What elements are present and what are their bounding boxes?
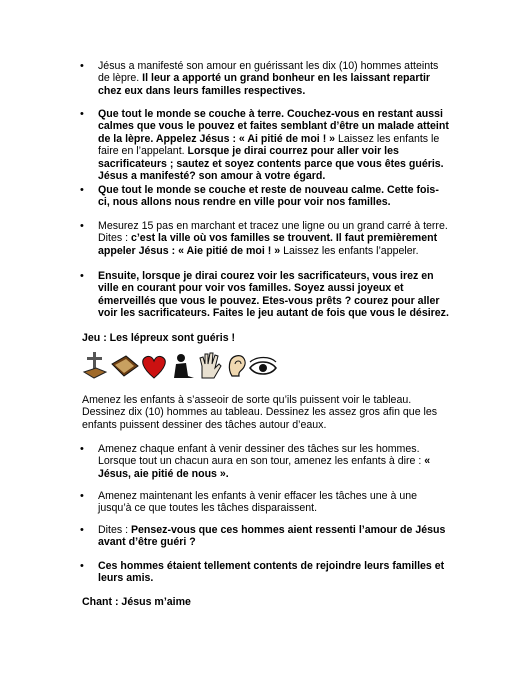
text-run: Laissez les enfants l’appeler. [283,244,419,257]
text-run: Que tout le monde se couche à terre. Couchez-vous en restant aussi calmes que vous le pouvez et faites semblant d’être un malade atteint de la lèpre. Appelez Jésus : « Ai pitié de moi ! » [98,108,449,145]
game-heading: Jeu : Les lépreux sont guéris ! [82,332,236,344]
praying-person-icon [174,354,194,378]
text-run: « Jésus, aie pitié de nous ». [98,455,431,480]
song-heading: Chant : Jésus m’aime [82,596,191,608]
text-run: Il leur a apporté un grand bonheur en les laissant repartir chez eux dans leurs familles respectives. [98,72,431,97]
bullet-item-1 [98,60,450,97]
text-run: Amenez maintenant les enfants à venir effacer les tâches une à une jusqu’à ce que toutes les tâches disparaissent. [98,490,417,515]
intro-paragraph: Amenez les enfants à s’asseoir de sorte qu’ils puissent voir le tableau. Dessinez dix (10) hommes au tableau. Dessinez les assez gros afin que les enfants puissent dessiner des tâches autour d’eaux. [82,394,438,431]
eye-icon [250,358,276,375]
heart-icon [143,356,166,378]
text-run: Pensez-vous que ces hommes aient ressenti l’amour de Jésus avant d’être guéri ? [98,524,446,549]
text-run: Dites : [98,524,131,536]
bullet-item-6 [98,443,450,480]
cross-bible-icon [84,352,106,378]
text-run: Jésus a manifesté son amour en guérissant les dix (10) hommes atteints de lèpre. [98,60,439,85]
text-run: Mesurez 15 pas en marchant et tracez une ligne ou un grand carré à terre. Dites : [98,220,448,245]
ear-icon [229,356,245,376]
text-run: Laissez les enfants le faire en l’appelant. [98,132,440,158]
text-run: Ces hommes étaient tellement contents de rejoindre leurs familles et leurs amis. [98,560,445,585]
bullet-item-9 [98,560,450,585]
bible-book-icon [112,356,138,376]
bullet-item-7 [98,490,450,515]
hand-icon [200,353,221,378]
text-run: Amenez chaque enfant à venir dessiner des tâches sur les hommes. Lorsque tout un chacun aura en son tour, amenez les enfants à dire : [98,443,425,468]
bullet-item-4 [98,220,450,257]
bullet-item-3 [98,184,450,209]
bullet-item-8 [98,524,450,549]
text-run: Lorsque je dirai courrez pour aller voir les sacrificateurs ; sautez et soyez contents parce que vous êtes guéris. Jésus a manifesté? son amour à votre égard. [98,145,444,183]
text-run: Ensuite, lorsque je dirai courez voir les sacrificateurs, vous irez en ville en courant pour voir vos familles. Soyez aussi joyeux et émerveillés que vous le pouvez. Etes-vous prêts ? courez pour aller voir les sacrificateurs. Faites le jeu autant de fois que vous le désirez. [98,270,449,320]
text-run: Que tout le monde se couche et reste de nouveau calme. Cette fois-ci, nous allons nous rendre en ville pour voir nos familles. [98,184,439,209]
text-run: c’est la ville où vos familles se trouvent. Il faut premièrement appeler Jésus : « Aie pitié de moi ! » [98,232,438,257]
bullet-item-5 [98,270,450,320]
icon-strip [82,350,282,384]
bullet-item-2 [98,108,450,182]
